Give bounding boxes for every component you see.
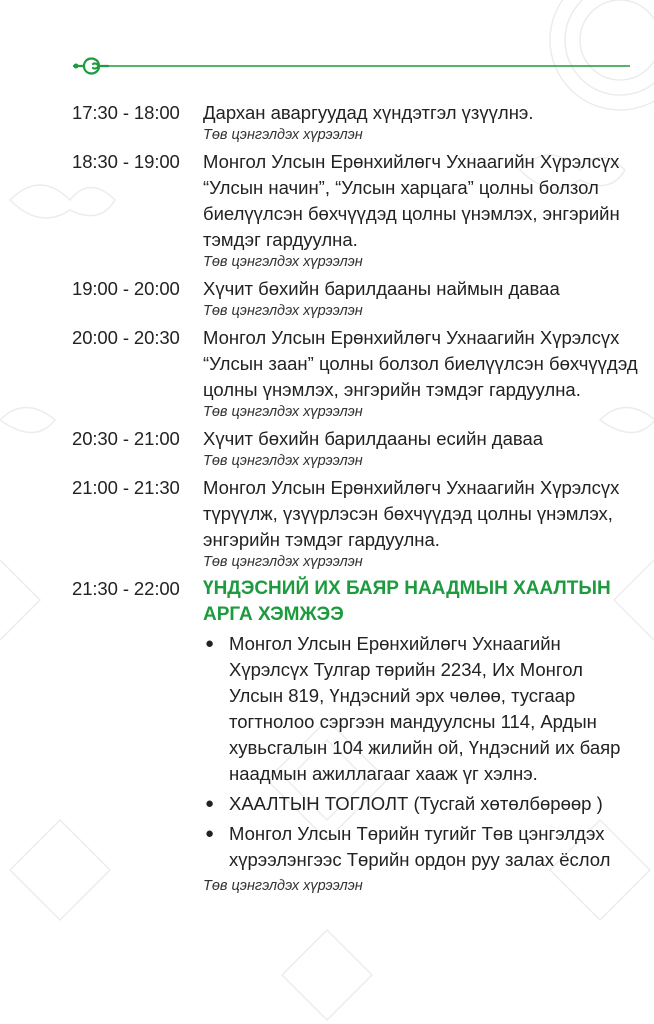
list-item: [203, 631, 642, 787]
entry-time: 20:30 - 21:00: [72, 428, 180, 449]
closing-bullet-list: [203, 631, 642, 873]
entry-time: 20:00 - 20:30: [72, 327, 180, 348]
bullet-icon: ●: [205, 635, 215, 652]
schedule-entry: [72, 426, 642, 475]
entry-time: 19:00 - 20:00: [72, 278, 180, 299]
entry-location: Төв цэнгэлдэх хүрээлэн: [203, 404, 363, 420]
entry-location: Төв цэнгэлдэх хүрээлэн: [203, 554, 363, 570]
entry-time: 17:30 - 18:00: [72, 102, 180, 123]
entry-location: Төв цэнгэлдэх хүрээлэн: [203, 303, 363, 319]
schedule-entry: [72, 276, 642, 325]
schedule-entry: [72, 100, 642, 149]
bullet-icon: ●: [205, 795, 215, 812]
entry-time: 18:30 - 19:00: [72, 151, 180, 172]
entry-time: 21:00 - 21:30: [72, 477, 180, 498]
entry-description: Монгол Улсын Ерөнхийлөгч Ухнаагийн Хүрэлсүх “Улсын заан” цолны болзол биелүүлсэн бөхчүүдэд цолны үнэмлэх, энгэрийн тэмдэг гардуулна.: [203, 327, 638, 400]
bullet-text: Монгол Улсын Төрийн тугийг Төв цэнгэлдэх хүрээлэнгээс Төрийн ордон руу залах ёслол: [229, 823, 611, 870]
entry-location: Төв цэнгэлдэх хүрээлэн: [203, 254, 363, 270]
closing-ceremony-entry: [72, 576, 642, 900]
entry-description: Хүчит бөхийн барилдааны есийн даваа: [203, 428, 544, 449]
schedule-content: [72, 100, 642, 900]
bullet-icon: ●: [205, 825, 215, 842]
entry-description: Монгол Улсын Ерөнхийлөгч Ухнаагийн Хүрэлсүх “Улсын начин”, “Улсын харцага” цолны болзол биелүүлсэн бөхчүүдэд цолны үнэмлэх, энгэрийн тэмдэг гардуулна.: [203, 151, 620, 250]
schedule-entry: [72, 149, 642, 276]
entry-time: 21:30 - 22:00: [72, 578, 180, 599]
bullet-text: Монгол Улсын Ерөнхийлөгч Ухнаагийн Хүрэлсүх Тулгар төрийн 2234, Их Монгол Улсын 819, Үндэсний эрх чөлөө, тусгаар тогтнолоо сэргээн мандуулсны 114, Ардын хувьсгалын 104 жилийн ой, Үндэсний их баяр наадмын ажиллагааг хааж үг хэлнэ.: [229, 633, 621, 784]
list-item: [203, 821, 642, 873]
entry-location: Төв цэнгэлдэх хүрээлэн: [203, 878, 363, 894]
schedule-entry: [72, 325, 642, 426]
decorative-ornament-divider: [70, 52, 630, 80]
entry-description: Монгол Улсын Ерөнхийлөгч Ухнаагийн Хүрэлсүх түрүүлж, үзүүрлэсэн бөхчүүдэд цолны үнэмлэх, энгэрийн тэмдэг гардуулна.: [203, 477, 620, 550]
entry-location: Төв цэнгэлдэх хүрээлэн: [203, 453, 363, 469]
entry-location: Төв цэнгэлдэх хүрээлэн: [203, 127, 363, 143]
entry-description: Хүчит бөхийн барилдааны наймын даваа: [203, 278, 560, 299]
closing-ceremony-title: ҮНДЭСНИЙ ИХ БАЯР НААДМЫН ХААЛТЫН АРГА ХЭМЖЭЭ: [203, 578, 611, 625]
list-item: [203, 791, 642, 817]
entry-description: Дархан аваргуудад хүндэтгэл үзүүлнэ.: [203, 102, 534, 123]
bullet-text: ХААЛТЫН ТОГЛОЛТ (Тусгай хөтөлбөрөөр ): [229, 793, 603, 814]
schedule-entry: [72, 475, 642, 576]
